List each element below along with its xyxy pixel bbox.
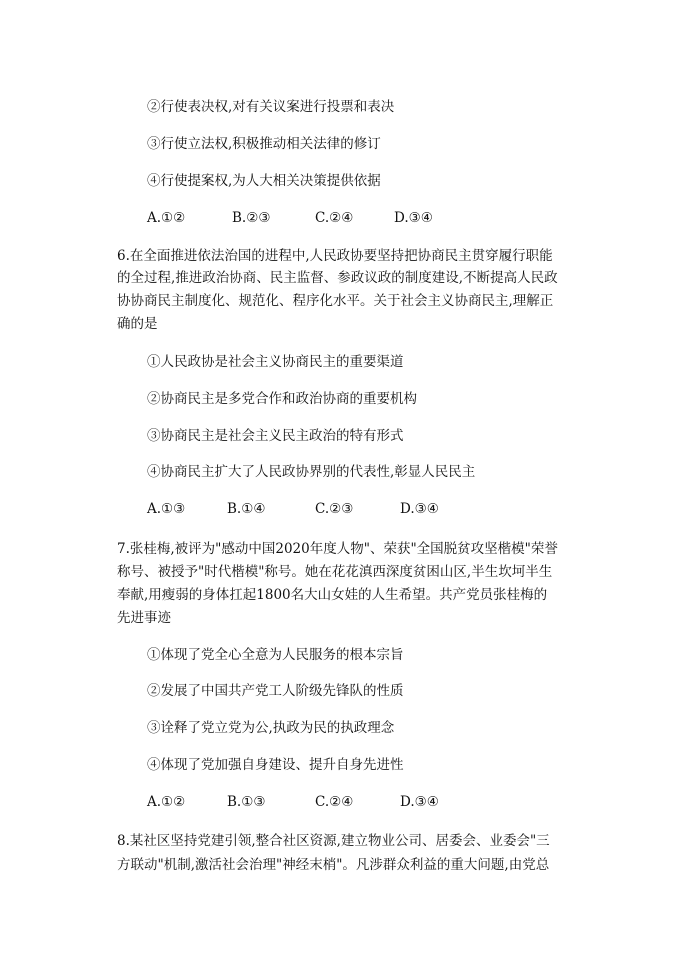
choice-d: D.③④ (400, 794, 439, 810)
q7-option-2: ②发展了中国共产党工人阶级先锋队的性质 (147, 683, 404, 699)
choice-b: B.②③ (232, 210, 271, 226)
q8-stem-line-2: 方联动"机制,激活社会治理"神经末梢"。凡涉群众利益的重大问题,由党总 (117, 857, 550, 873)
q6-stem-line-3: 协协商民主制度化、规范化、程序化水平。关于社会主义协商民主,理解正 (117, 293, 554, 309)
choice-b: B.①④ (227, 501, 266, 517)
choice-d: D.③④ (400, 501, 439, 517)
option-4: ④行使提案权,为人大相关决策提供依据 (147, 173, 381, 189)
q7-stem-line-3: 奉献,用瘦弱的身体扛起1800名大山女娃的人生希望。共产党员张桂梅的 (117, 587, 548, 603)
option-3: ③行使立法权,积极推动相关法律的修订 (147, 136, 381, 152)
choice-c: C.②④ (315, 210, 354, 226)
choice-a: A.①③ (147, 501, 186, 517)
q6-option-2: ②协商民主是多党合作和政治协商的重要机构 (147, 391, 417, 407)
q7-stem-line-1: 7.张桂梅,被评为"感动中国2020年度人物"、荣获"全国脱贫攻坚楷模"荣誉 (117, 541, 558, 557)
q8-stem-line-1: 8.某社区坚持党建引领,整合社区资源,建立物业公司、居委会、业委会"三 (117, 833, 550, 849)
q6-stem-line-2: 的全过程,推进政治协商、民主监督、参政议政的制度建设,不断提高人民政 (117, 270, 558, 286)
q7-option-3: ③诠释了党立党为公,执政为民的执政理念 (147, 720, 395, 736)
option-2: ②行使表决权,对有关议案进行投票和表决 (147, 99, 395, 115)
q6-option-3: ③协商民主是社会主义民主政治的特有形式 (147, 428, 404, 444)
choice-d: D.③④ (394, 210, 433, 226)
q7-option-1: ①体现了党全心全意为人民服务的根本宗旨 (147, 647, 404, 663)
choice-c: C.②④ (315, 794, 354, 810)
q7-stem-line-2: 称号、被授予"时代楷模"称号。她在花花滇西深度贫困山区,半生坎坷半生 (117, 564, 553, 580)
q6-option-4: ④协商民主扩大了人民政协界别的代表性,彰显人民民主 (147, 464, 476, 480)
choice-c: C.②③ (315, 501, 354, 517)
q6-option-1: ①人民政协是社会主义协商民主的重要渠道 (147, 354, 404, 370)
q7-answer-choices (147, 793, 567, 811)
q6-answer-choices (147, 500, 567, 518)
q7-option-4: ④体现了党加强自身建设、提升自身先进性 (147, 757, 404, 773)
q6-stem-line-4: 确的是 (117, 316, 158, 332)
choice-a: A.①② (147, 210, 186, 226)
q7-stem-line-4: 先进事迹 (117, 610, 171, 626)
q6-stem-line-1: 6.在全面推进依法治国的进程中,人民政协要坚持把协商民主贯穿履行职能 (117, 248, 553, 264)
choice-b: B.①③ (227, 794, 266, 810)
answer-choices (147, 209, 567, 227)
choice-a: A.①② (147, 794, 186, 810)
